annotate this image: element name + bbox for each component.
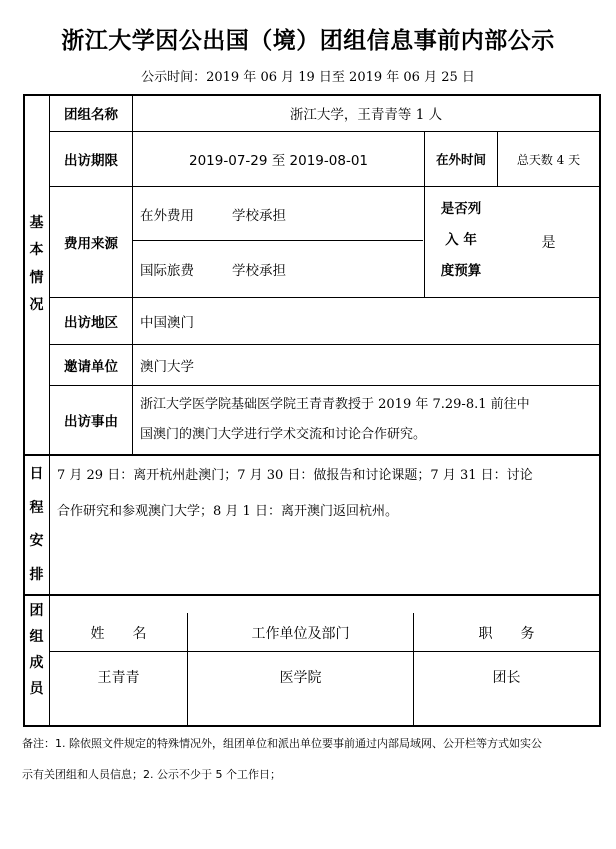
schedule-section-label: 日 程 安 排 bbox=[29, 466, 44, 583]
member-title: 团长 bbox=[492, 670, 521, 686]
group-name-value: 浙江大学，王青青等 1 人 bbox=[289, 107, 443, 123]
page-title: 浙江大学因公出国（境）团组信息事前内部公示 bbox=[61, 28, 555, 54]
member-unit: 医学院 bbox=[279, 670, 322, 686]
funding-label: 费用来源 bbox=[64, 236, 118, 252]
budget-value: 是 bbox=[541, 235, 556, 251]
footnote bbox=[22, 728, 602, 791]
schedule-text bbox=[57, 458, 597, 530]
schedule-line2: 合作研究和参观澳门大学；8 月 1 日：离开澳门返回杭州。 bbox=[57, 504, 398, 519]
purpose-label: 出访事由 bbox=[64, 414, 118, 430]
travel-cost-value: 学校承担 bbox=[232, 263, 286, 279]
member-name: 王青青 bbox=[97, 670, 140, 686]
schedule-line1: 7 月 29 日：离开杭州赴澳门；7 月 30 日：做报告和讨论课题；7 月 31 日：讨论 bbox=[57, 468, 533, 483]
abroad-cost-value: 学校承担 bbox=[232, 207, 286, 224]
budget-label-line1: 是否列 bbox=[440, 201, 482, 217]
region-value: 中国澳门 bbox=[140, 315, 194, 331]
purpose-value bbox=[140, 390, 598, 450]
budget-label bbox=[425, 194, 497, 287]
abroad-time-label: 在外时间 bbox=[435, 152, 486, 167]
members-section-label: 团 组 成 员 bbox=[29, 603, 44, 697]
group-name-label: 团组名称 bbox=[64, 107, 118, 123]
period-value: 2019-07-29 至 2019-08-01 bbox=[189, 153, 368, 169]
budget-label-line2: 入 年 bbox=[445, 232, 477, 248]
inviter-value: 澳门大学 bbox=[140, 359, 194, 375]
footnote-line2: 示有关团组和人员信息；2. 公示不少于 5 个工作日； bbox=[22, 768, 281, 782]
travel-cost-label: 国际旅费 bbox=[140, 263, 194, 279]
notice-period: 公示时间：2019 年 06 月 19 日至 2019 年 06 月 25 日 bbox=[141, 70, 475, 85]
budget-label-line3: 度预算 bbox=[440, 263, 482, 279]
abroad-cost-label: 在外费用 bbox=[140, 207, 194, 224]
purpose-line1: 浙江大学医学院基础医学院王青青教授于 2019 年 7.29-8.1 前往中 bbox=[140, 397, 530, 412]
abroad-time-value: 总天数 4 天 bbox=[516, 152, 581, 167]
footnote-line1: 备注：1. 除依照文件规定的特殊情况外，组团单位和派出单位要事前通过内部局域网、公开栏等方式如实公 bbox=[22, 737, 542, 750]
basic-section-label: 基 本 情 况 bbox=[29, 215, 44, 313]
period-label: 出访期限 bbox=[64, 153, 118, 169]
purpose-line2: 国澳门的澳门大学进行学术交流和讨论合作研究。 bbox=[140, 427, 427, 442]
region-label: 出访地区 bbox=[64, 315, 118, 331]
members-header-name: 姓 名 bbox=[90, 625, 147, 642]
members-header-title: 职 务 bbox=[478, 625, 535, 642]
members-header-unit: 工作单位及部门 bbox=[251, 625, 350, 642]
inviter-label: 邀请单位 bbox=[64, 359, 118, 375]
